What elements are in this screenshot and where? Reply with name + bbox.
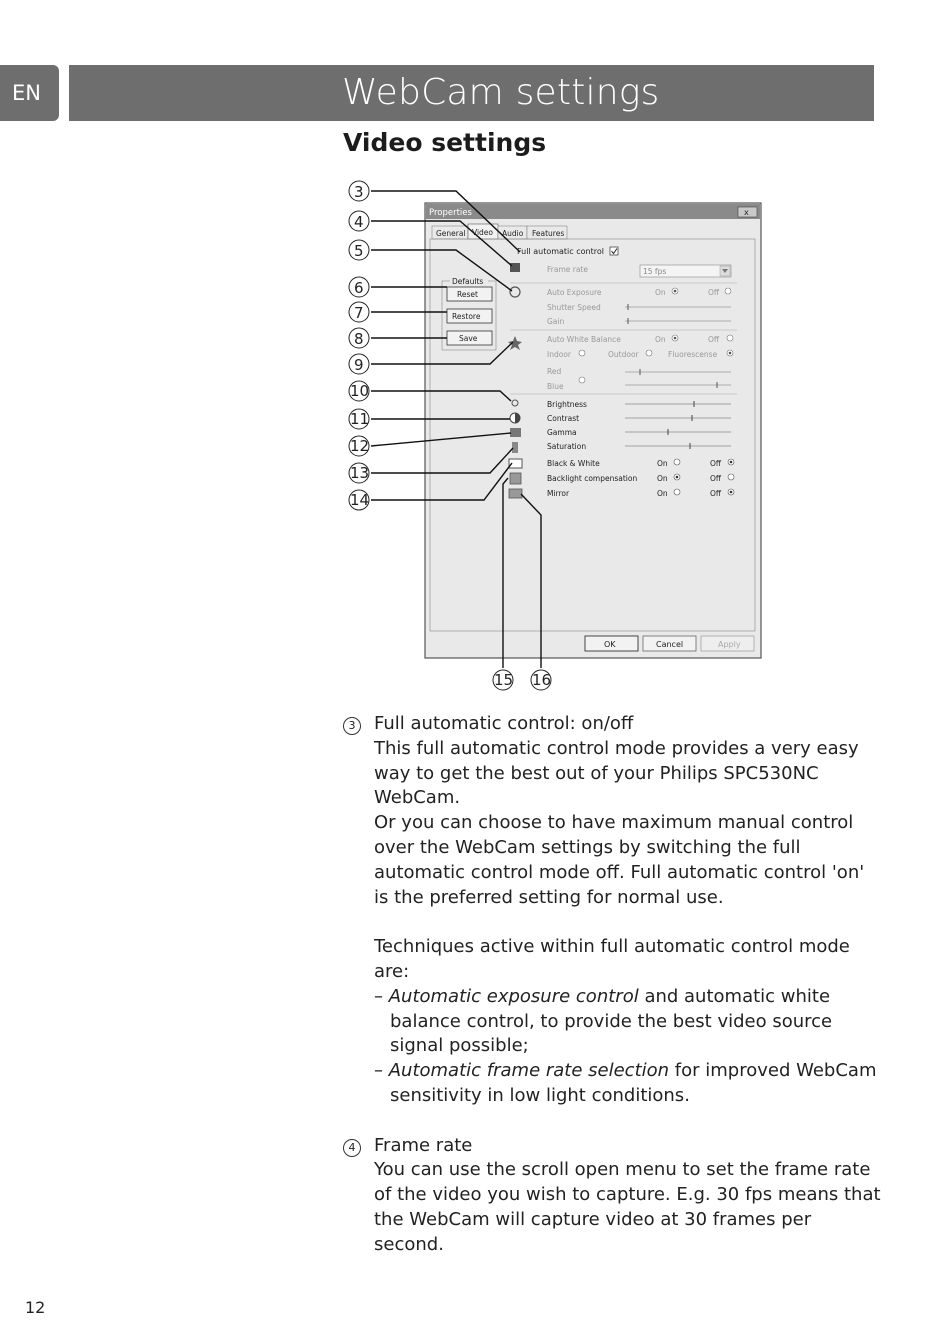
outdoor-label: Outdoor [608,350,639,359]
frame-rate-value: 15 fps [643,267,667,276]
brightness-label: Brightness [547,400,587,409]
saturation-icon [512,442,518,453]
frame-rate-label: Frame rate [547,265,588,274]
saturation-label: Saturation [547,442,587,451]
shutter-speed-label: Shutter Speed [547,303,601,312]
section-title: Video settings [343,128,547,157]
blue-label: Blue [547,382,564,391]
defaults-legend: Defaults [452,277,484,286]
indoor-label: Indoor [547,350,571,359]
callout-9: 9 [354,356,364,374]
callout-7: 7 [354,304,364,322]
bw-on-label: On [657,459,668,468]
close-icon: x [744,208,749,217]
item-number-4: 4 [343,1139,361,1157]
bw-off-label: Off [710,459,722,468]
item-3-bullet-2-emphasis: Automatic frame rate selection [388,1060,670,1082]
bw-on-radio[interactable] [674,459,680,465]
callout-6: 6 [354,279,364,297]
gamma-label: Gamma [547,428,577,437]
gain-label: Gain [547,317,565,326]
item-3-paragraph-1: This full automatic control mode provides a very easy way to get the best out of your Philips SPC530NC WebCam. [374,737,859,809]
callout-15: 15 [494,671,514,689]
mirror-label: Mirror [547,489,570,498]
awb-off-label: Off [708,335,720,344]
restore-button-label: Restore [452,312,481,321]
contrast-label: Contrast [547,414,580,423]
backlight-off-radio[interactable] [728,474,734,480]
full-auto-label: Full automatic control [517,247,604,256]
body-text [343,712,883,1258]
callout-10: 10 [350,382,370,400]
item-3-bullet-1: – Automatic exposure control and automatic white balance control, to provide the best video source signal possible; [374,985,833,1057]
item-4 [343,1134,883,1258]
callout-16: 16 [532,671,552,689]
item-3-paragraph-2: Or you can choose to have maximum manual control over the WebCam settings by switching the full automatic control mode off. Full automatic control 'on' is the preferred setting for normal use. [374,812,865,908]
item-4-title: Frame rate [374,1134,473,1156]
callout-4: 4 [354,213,364,231]
item-3-bullet-2: – Automatic frame rate selection for improved WebCam sensitivity in low light conditions. [374,1060,877,1106]
callout-13: 13 [350,464,370,482]
item-4-paragraph-1: You can use the scroll open menu to set the frame rate of the video you wish to capture. E.g. 30 fps means that the WebCam will capture video at 30 frames per second. [374,1159,881,1255]
gamma-icon [510,428,521,437]
mirror-icon [509,489,522,498]
callout-14: 14 [350,491,370,509]
backlight-label: Backlight compensation [547,474,638,483]
frame-rate-icon [510,263,520,272]
backlight-icon [510,473,521,484]
auto-exposure-off-radio[interactable] [725,288,731,294]
tab-video-label: Video [472,228,494,237]
reset-button-label: Reset [457,290,478,299]
auto-exposure-on-label: On [655,288,666,297]
outdoor-radio[interactable] [646,350,652,356]
black-white-label: Black & White [547,459,600,468]
ok-button-label: OK [604,640,616,649]
awb-off-radio[interactable] [727,335,733,341]
item-number-3: 3 [343,717,361,735]
item-3 [343,712,883,1109]
item-3-bullet-1-emphasis: Automatic exposure control [388,985,639,1007]
cancel-button-label: Cancel [656,640,684,649]
backlight-off-label: Off [710,474,722,483]
tab-features-label: Features [532,229,565,238]
callout-5: 5 [354,242,364,260]
dialog-titlebar [426,204,760,219]
page-number: 12 [25,1298,46,1317]
page-title: WebCam settings [342,72,660,113]
item-3-title: Full automatic control: on/off [374,713,634,734]
mirror-off-label: Off [710,489,722,498]
tab-audio-label: Audio [502,229,524,238]
mirror-on-radio[interactable] [674,489,680,495]
auto-white-balance-label: Auto White Balance [547,335,621,344]
auto-exposure-label: Auto Exposure [547,288,602,297]
dialog-title: Properties [429,208,472,218]
fluorescense-label: Fluorescense [668,350,718,359]
full-auto-checkbox[interactable] [610,247,618,255]
callout-3: 3 [354,183,364,201]
language-tab: EN [0,65,59,121]
save-button-label: Save [459,334,478,343]
mirror-on-label: On [657,489,668,498]
auto-exposure-off-label: Off [708,288,720,297]
tab-general-label: General [436,229,466,238]
item-3-paragraph-3: Techniques active within full automatic control mode are: [374,936,850,982]
backlight-on-label: On [657,474,668,483]
callout-11: 11 [350,410,370,428]
callout-8: 8 [354,330,364,348]
awb-on-label: On [655,335,666,344]
indoor-radio[interactable] [579,350,585,356]
apply-button-label: Apply [718,640,741,649]
red-label: Red [547,367,562,376]
callout-12: 12 [350,437,370,455]
